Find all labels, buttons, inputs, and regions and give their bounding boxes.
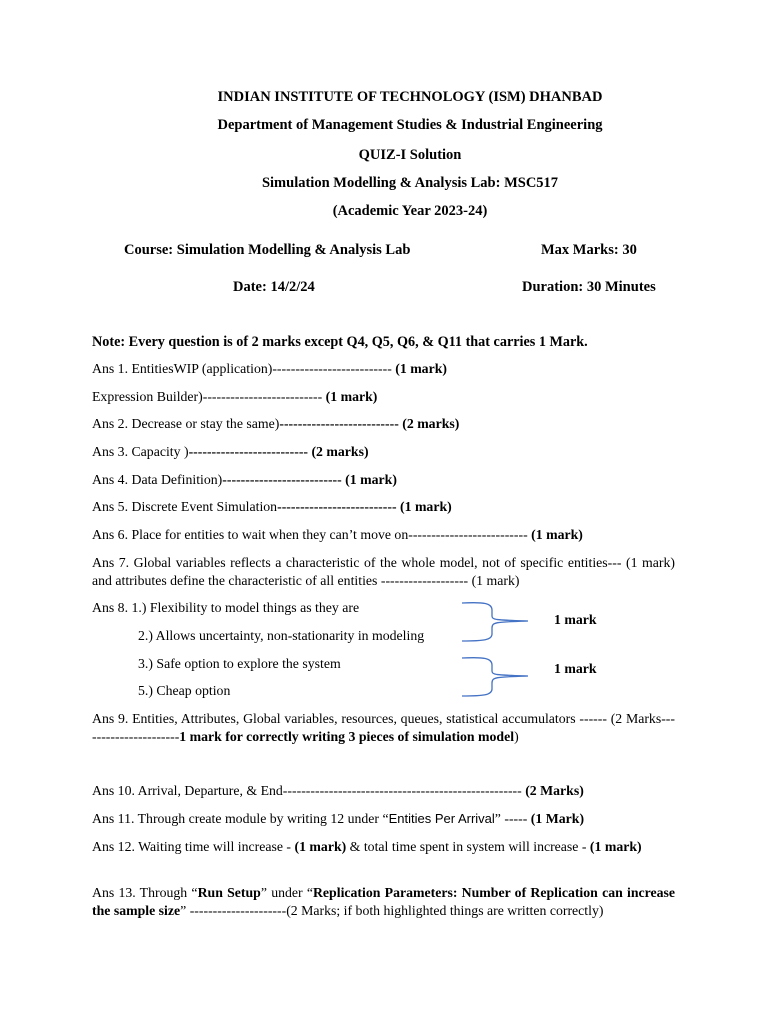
answer-text: Ans 6. Place for entities to wait when they can’t move on-------------------------- [92,527,532,542]
answer-text: ” ---------------------(2 Marks; if both highlighted things are written correctly) [180,903,604,918]
answer-8-lead: Ans 8. 1.) Flexibility to model things as they are [92,600,360,615]
max-marks: Max Marks: 30 [541,242,637,258]
answer-7: Ans 7. Global variables reflects a characteristic of the whole model, not of specific entities--- (1 mark) and attributes define the characteristic of all entities ------------------- (1 mark) [92,555,675,588]
department-title: Department of Management Studies & Industrial Engineering [217,117,603,133]
answer-text: Ans 12. Waiting time will increase - [92,839,295,854]
answer-highlight: Run Setup [197,885,261,900]
answer-mark: (1 mark) [294,839,347,854]
answer-11 [92,810,584,828]
answer-text: Ans 1. EntitiesWIP (application)-------------------------- [92,361,396,376]
answer-highlight: Replication Parameters: Number of Replication can increase the sample size [92,885,676,918]
answer-text: Ans 5. Discrete Event Simulation [92,499,278,514]
answer-5 [92,498,452,516]
answer-4 [92,471,397,489]
answer-text: Ans 9. Entities, Attributes, Global variables, resources, queues, statistical accumulators ------ (2 Marks---------------------- [92,711,675,744]
answer-10 [92,782,584,800]
answer-8-mark-bottom: 1 mark [554,661,597,676]
answer-mark: -------------------------- (1 mark) [222,472,397,487]
answer-1-line-1 [92,360,447,378]
answer-text: Ans 2. Decrease or stay the same) [92,416,280,431]
answer-text: Ans 13. Through “ [92,885,198,900]
answer-1-line-2 [92,388,377,406]
answer-3 [92,443,369,461]
academic-year: (Academic Year 2023-24) [332,203,488,219]
answer-text: & total time spent in system will increase - [346,839,590,854]
date-info: Date: 14/2/24 [233,279,315,295]
answer-mark: (1 mark) [531,527,583,542]
answer-mark: -------------------------- (2 marks) [279,416,460,431]
answer-mark: -------------------------- (1 mark) [277,499,452,514]
note: Note: Every question is of 2 marks except Q4, Q5, Q6, & Q11 that carries 1 Mark. [92,334,588,350]
answer-text: Ans 10. Arrival, Departure, & End---------------------------------------------------- [92,783,526,798]
answer-9 [92,710,675,746]
answer-tail: ) [514,729,519,744]
answer-13 [92,884,675,920]
answer-2 [92,415,459,433]
answer-text: Ans 11. Through create module by writing 12 under “ [92,811,389,826]
answer-tail: ” ----- [494,811,531,826]
answer-text: ” under “ [260,885,313,900]
answer-mark: (1 mark) [589,839,642,854]
answer-text: Ans 4. Data Definition) [92,472,223,487]
answer-8-item-3: 3.) Safe option to explore the system [138,656,341,671]
answer-mark: -------------------------- (2 marks) [188,444,369,459]
answer-text: Ans 3. Capacity ) [92,444,189,459]
answer-mark: (1 mark) [325,389,378,404]
answer-6 [92,526,583,544]
answer-12 [92,838,675,856]
answer-8-item-5: 5.) Cheap option [138,683,231,698]
quiz-title: QUIZ-I Solution [358,147,462,163]
lab-title: Simulation Modelling & Analysis Lab: MSC517 [261,175,559,191]
course-info: Course: Simulation Modelling & Analysis Lab [124,242,411,258]
institute-title: INDIAN INSTITUTE OF TECHNOLOGY (ISM) DHANBAD [217,89,603,105]
answer-8-mark-top: 1 mark [554,612,597,627]
answer-mark: (1 mark) [395,361,447,376]
answer-mark: (1 Mark) [530,811,585,826]
answer-8-item-2: 2.) Allows uncertainty, non-stationarity in modeling [138,628,425,643]
answer-text: Expression Builder)-------------------------- [92,389,326,404]
brace-top-icon [458,600,538,644]
answer-mark: 1 mark for correctly writing 3 pieces of simulation model [179,729,515,744]
duration-info: Duration: 30 Minutes [522,279,656,295]
answer-mark: (2 Marks) [525,783,584,798]
brace-bottom-icon [458,655,538,699]
answer-field-name: Entities Per Arrival [388,811,495,826]
